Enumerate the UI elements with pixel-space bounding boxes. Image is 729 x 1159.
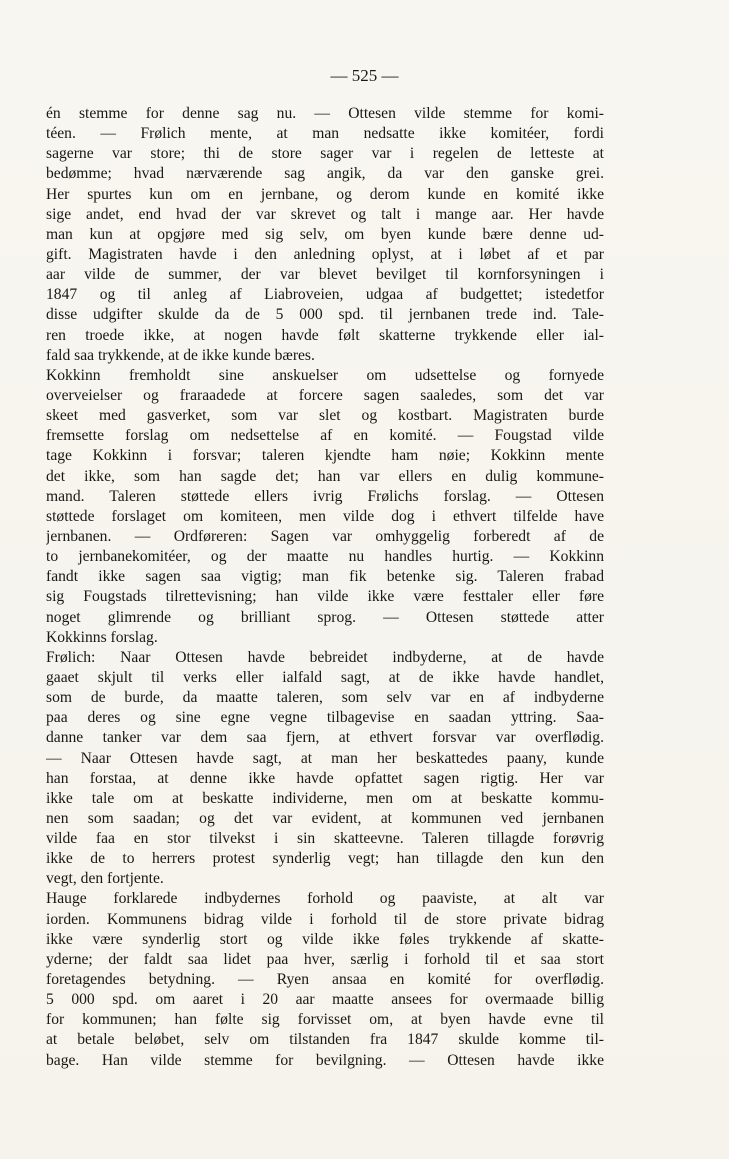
text-line: fremsette forslag om nedsettelse af en komité. — Fougstad vilde [46, 427, 604, 445]
text-line: paa deres og sine egne vegne tilbagevise en saadan yttring. Saa- [46, 709, 604, 727]
text-line: ikke tale om at beskatte individerne, men om at beskatte kommu- [46, 789, 604, 807]
text-line: bage. Han vilde stemme for bevilgning. — Ottesen havde ikke [46, 1051, 604, 1069]
text-line: nen som saadan; og det var evident, at kommunen ved jernbanen [46, 809, 604, 827]
text-line: Hauge forklarede indbydernes forhold og paaviste, at alt var [46, 890, 604, 908]
text-line: 1847 og til anleg af Liabroveien, udgaa af budgettet; istedetfor [46, 286, 604, 304]
text-line: noget glimrende og brilliant sprog. — Ottesen støttede atter [46, 608, 604, 626]
text-line: overveielser og fraraadede at forcere sagen saaledes, som det var [46, 386, 604, 404]
text-line: vegt, den fortjente. [46, 870, 164, 888]
text-line: to jernbanekomitéer, og der maatte nu handles hurtig. — Kokkinn [46, 548, 604, 566]
text-line: man kun at opgjøre med sig selv, om byen kunde bære denne ud- [46, 225, 604, 243]
text-line: én stemme for denne sag nu. — Ottesen vilde stemme for komi- [46, 105, 604, 122]
text-line: foretagendes betydning. — Ryen ansaa en komité for overflødig. [46, 971, 604, 989]
text-line: han forstaa, at denne ikke havde opfattet sagen rigtig. Her var [46, 769, 604, 787]
text-line: sig Fougstads tilrettevisning; han vilde ikke være festtaler eller føre [46, 588, 604, 606]
text-line: mand. Taleren støttede ellers ivrig Frølichs forslag. — Ottesen [46, 487, 604, 505]
text-line: téen. — Frølich mente, at man nedsatte ikke komitéer, fordi [46, 125, 604, 143]
text-line: fald saa trykkende, at de ikke kunde bæres. [46, 346, 315, 364]
text-line: ikke være synderlig stort og vilde ikke føles trykkende af skatte- [46, 930, 604, 948]
text-line: aar vilde de summer, der var blevet bevilget til kornforsyningen i [46, 266, 604, 284]
text-line: Kokkinns forslag. [46, 628, 158, 646]
text-line: — Naar Ottesen havde sagt, at man her beskattedes paany, kunde [46, 749, 604, 767]
text-line: ren troede ikke, at nogen havde følt skatterne trykkende eller ial- [46, 326, 604, 344]
text-line: det ikke, som han sagde det; han var ellers en dulig kommune- [46, 467, 604, 485]
text-line: Kokkinn fremholdt sine anskuelser om udsettelse og fornyede [46, 366, 604, 384]
text-line: sagerne var store; thi de store sager var i regelen de letteste at [46, 145, 604, 163]
text-line: fandt ikke sagen saa vigtig; man fik betenke sig. Taleren frabad [46, 568, 604, 586]
text-line: tage Kokkinn i forsvar; taleren kjendte ham nøie; Kokkinn mente [46, 447, 604, 465]
text-line: disse udgifter skulde da de 5 000 spd. til jernbanen trede ind. Tale- [46, 306, 604, 324]
text-line: Her spurtes kun om en jernbane, og derom kunde en komité ikke [46, 185, 604, 203]
text-line: jernbanen. — Ordføreren: Sagen var omhyggelig forberedt af de [46, 527, 604, 545]
page-number: — 525 — [330, 66, 399, 85]
text-line: støttede forslaget om komiteen, men vilde dog i ethvert tilfelde have [46, 507, 604, 525]
text-line: bedømme; hvad nærværende sag angik, da var den ganske grei. [46, 165, 604, 183]
text-line: Frølich: Naar Ottesen havde bebreidet indbyderne, at de havde [46, 648, 604, 666]
text-line: iorden. Kommunens bidrag vilde i forhold til de store private bidrag [46, 910, 604, 928]
text-line: sige andet, end hvad der var skrevet og talt i mange aar. Her havde [46, 205, 604, 223]
text-line: som de burde, da maatte taleren, som selv var en af indbyderne [46, 689, 604, 707]
body-text [46, 104, 604, 1071]
text-line: at betale beløbet, selv om tilstanden fra 1847 skulde komme til- [46, 1031, 604, 1049]
text-line: danne tanker var dem saa fjern, at ethvert forsvar var overflødig. [46, 729, 604, 747]
text-line: skeet med gasverket, som var slet og kostbart. Magistraten burde [46, 407, 604, 425]
text-line: gaaet skjult til verks eller ialfald sagt, at de ikke havde handlet, [46, 668, 604, 686]
text-line: 5 000 spd. om aaret i 20 aar maatte ansees for overmaade billig [46, 991, 604, 1009]
text-line: for kommunen; han følte sig forvisset om, at byen havde evne til [46, 1011, 604, 1029]
text-line: vilde faa en stor tilvekst i sin skatteevne. Taleren tillagde forøvrig [46, 830, 604, 848]
text-line: gift. Magistraten havde i den anledning oplyst, at i løbet af et par [46, 245, 604, 263]
text-line: yderne; der faldt saa lidet paa hver, særlig i forhold til et saa stort [46, 950, 604, 968]
text-line: ikke de to herrers protest synderlig vegt; han tillagde den kun den [46, 850, 604, 868]
